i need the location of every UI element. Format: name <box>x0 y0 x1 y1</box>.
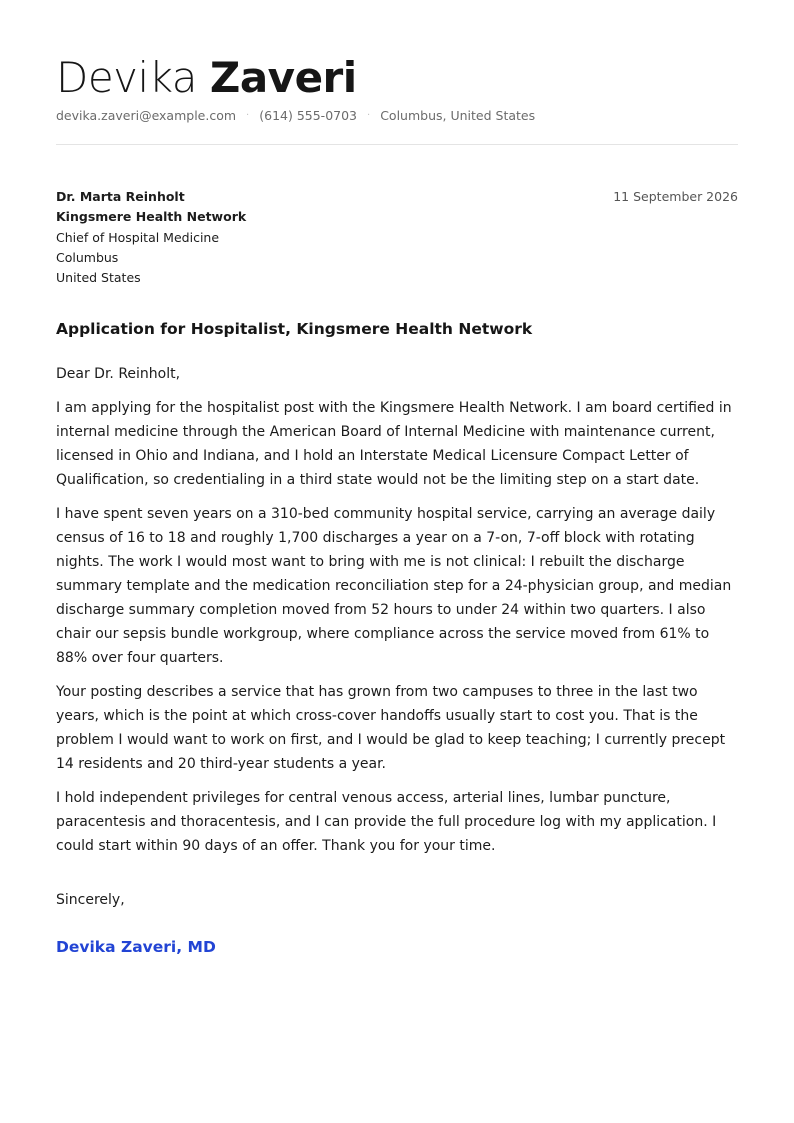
recipient-city: Columbus <box>56 249 119 265</box>
contact-separator: · <box>246 110 250 121</box>
body-paragraph: I hold independent privileges for central venous access, arterial lines, lumbar puncture, paracentesis and thoracentesis, and I can provide the full procedure log with my application. I could start within 90 days of an offer. Thank you for your time. <box>56 790 717 855</box>
body-paragraph: I have spent seven years on a 310-bed community hospital service, carrying an average daily census of 16 to 18 and roughly 1,700 discharges a year on a 7-on, 7-off block with rotating nights. The work I would most want to bring with me is not clinical: I rebuilt the discharge summary template and the medication reconciliation step for a 24-physician group, and median discharge summary completion moved from 52 hours to under 24 within two quarters. I also chair our sepsis bundle workgroup, where compliance across the service moved from 61% to 88% over four quarters. <box>56 506 732 667</box>
recipient-country: United States <box>56 270 141 286</box>
letter-date: 11 September 2026 <box>613 189 738 204</box>
recipient-title: Chief of Hospital Medicine <box>56 229 220 245</box>
contact-phone: (614) 555-0703 <box>259 108 358 123</box>
recipient-organization: Kingsmere Health Network <box>56 209 247 225</box>
letter-body <box>56 396 738 858</box>
letter-header <box>56 0 738 145</box>
contact-separator: · <box>367 110 371 121</box>
signature: Devika Zaveri, MD <box>56 938 216 957</box>
body-paragraph: I am applying for the hospitalist post with the Kingsmere Health Network. I am board certified in internal medicine through the American Board of Internal Medicine with maintenance current, licensed in Ohio and Indiana, and I hold an Interstate Medical Licensure Compact Letter of Qualification, so credentialing in a third state would not be the limiting step on a start date. <box>56 400 732 489</box>
contact-line <box>56 108 738 123</box>
first-name: Devika <box>56 53 198 102</box>
recipient-address <box>56 187 246 288</box>
header-divider <box>56 144 738 145</box>
letter-subject: Application for Hospitalist, Kingsmere Health Network <box>56 320 533 339</box>
contact-email: devika.zaveri@example.com <box>56 108 237 123</box>
last-name: Zaveri <box>209 53 357 102</box>
recipient-name: Dr. Marta Reinholt <box>56 189 185 204</box>
body-paragraph: Your posting describes a service that has grown from two campuses to three in the last two years, which is the point at which cross-cover handoffs usually start to cost you. That is the problem I would want to work on first, and I would be glad to keep teaching; I currently precept 14 residents and 20 third-year students a year. <box>56 684 726 773</box>
salutation: Dear Dr. Reinholt, <box>56 366 181 383</box>
applicant-name <box>56 52 738 104</box>
recipient-block <box>56 187 738 288</box>
contact-location: Columbus, United States <box>380 108 536 123</box>
closing: Sincerely, <box>56 892 125 909</box>
